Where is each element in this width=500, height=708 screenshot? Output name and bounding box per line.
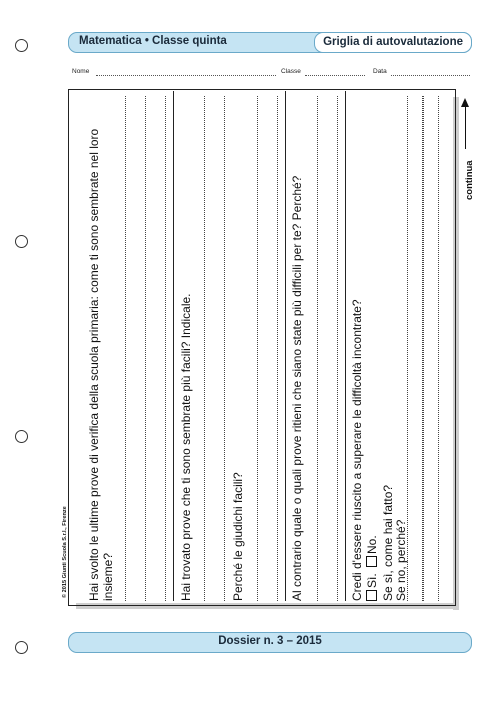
data-label: Data <box>373 68 387 75</box>
question-2: Hai trovato prove che ti sono sembrate più facili? Indicale. <box>179 293 193 601</box>
section-divider <box>173 91 174 601</box>
question-3: Perché le giudichi facili? <box>231 472 245 601</box>
rotated-questionnaire <box>87 91 432 601</box>
question-4: Al contrario quale o quali prove ritieni che siano state più difficili per te? Perché? <box>290 175 304 601</box>
answer-line[interactable] <box>337 96 338 601</box>
continua-label: continua <box>464 160 475 200</box>
question-7-block <box>394 91 454 601</box>
answer-line[interactable] <box>165 96 166 601</box>
copyright-text: © 2015 Giunti Scuola S.r.l., Firenze <box>62 506 68 598</box>
footer-bar <box>68 632 472 653</box>
yes-no-options <box>365 535 379 601</box>
answer-line[interactable] <box>422 96 423 601</box>
subject-label: Matematica • Classe quinta <box>79 35 227 47</box>
section-divider <box>285 91 286 601</box>
section-divider <box>345 91 346 601</box>
question-6: Se sì, come hai fatto? <box>381 484 395 601</box>
classe-label: Classe <box>281 68 301 75</box>
answer-line[interactable] <box>145 96 146 601</box>
nome-field[interactable] <box>96 75 276 76</box>
question-5: Credi d'essere riuscito a superare le difficoltà incontrate? <box>350 299 364 601</box>
data-field[interactable] <box>391 75 470 76</box>
answer-line[interactable] <box>224 96 225 601</box>
sheet-title: Griglia di autovalutazione <box>314 32 472 53</box>
classe-field[interactable] <box>305 75 365 76</box>
binder-hole <box>15 235 28 248</box>
header-bar <box>68 32 472 53</box>
arrow-line <box>465 104 466 149</box>
binder-hole <box>15 430 28 443</box>
binder-hole <box>15 39 28 52</box>
footer-label: Dossier n. 3 – 2015 <box>218 635 322 647</box>
answer-line[interactable] <box>277 96 278 601</box>
question-7: Se no, perché? <box>394 519 408 601</box>
binder-hole <box>15 641 28 654</box>
yes-label: Sì. <box>365 573 379 588</box>
no-label: No. <box>365 535 379 554</box>
nome-label: Nome <box>72 68 90 75</box>
yes-checkbox[interactable] <box>366 590 377 601</box>
answer-line[interactable] <box>438 96 439 601</box>
answer-line[interactable] <box>317 96 318 601</box>
question-1: Hai svolto le ultime prove di verifica della scuola primaria: come ti sono sembrate nel loro insieme? <box>87 128 115 601</box>
answer-line[interactable] <box>204 96 205 601</box>
answer-line[interactable] <box>125 96 126 601</box>
no-checkbox[interactable] <box>366 556 377 567</box>
answer-line[interactable] <box>257 96 258 601</box>
